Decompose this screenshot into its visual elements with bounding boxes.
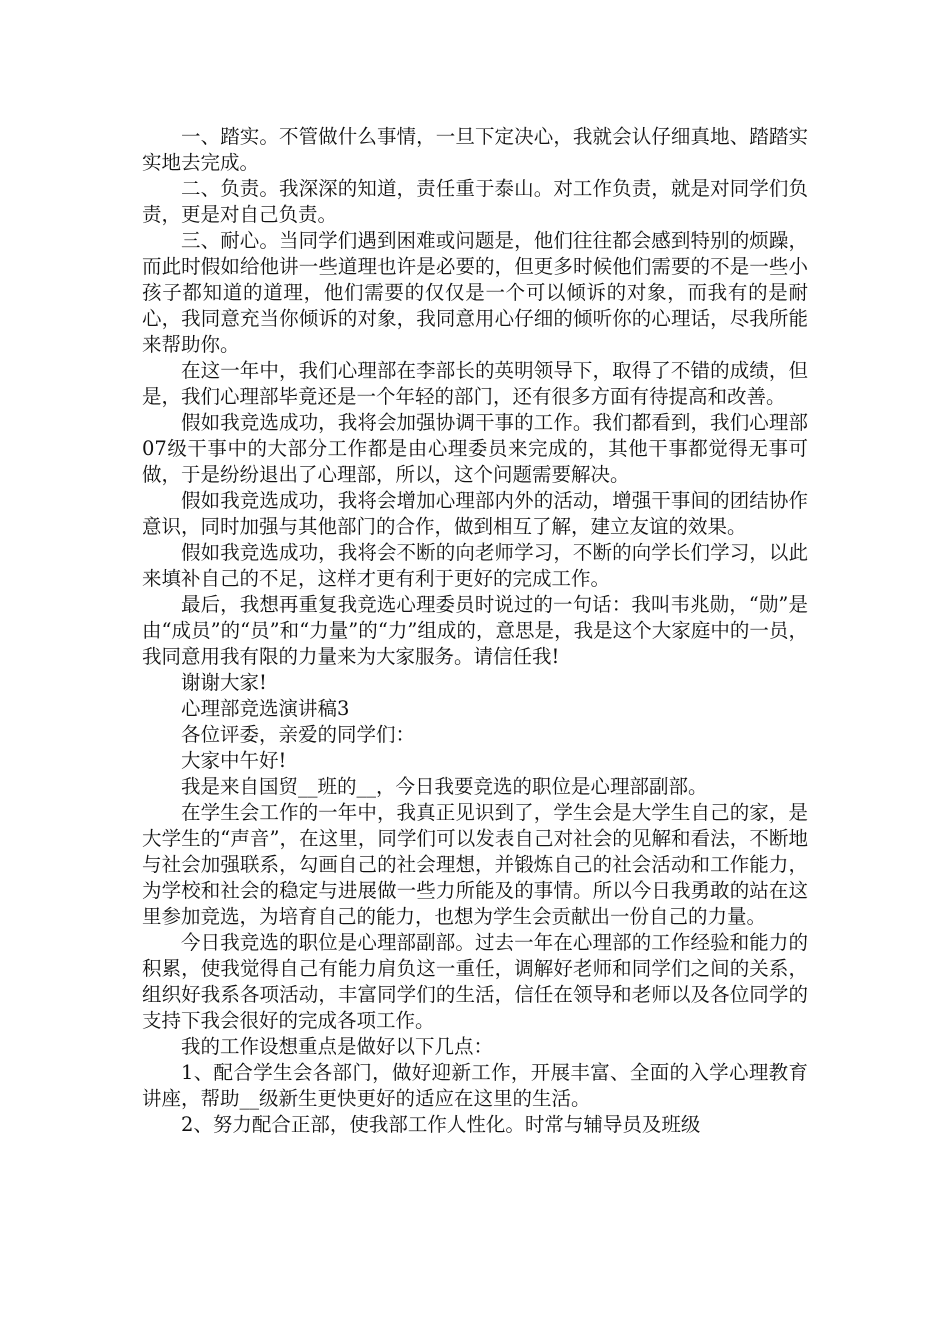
paragraph-13: 我是来自国贸__班的__，今日我要竞选的职位是心理部副部。	[181, 775, 708, 798]
paragraph-1: 一、踏实。不管做什么事情，一旦下定决心，我就会认仔细真地、踏踏实实地去完成。	[142, 125, 808, 174]
greeting: 各位评委，亲爱的同学们：	[181, 723, 416, 746]
paragraph-3: 三、耐心。当同学们遇到困难或问题是，他们往往都会感到特别的烦躁，而此时假如给他讲一些道理也许是必要的，但更多时候他们需要的不是一些小孩子都知道的道理，他们需要的仅仅是一个可以倾诉的对象，而我有的是耐心，我同意充当你倾诉的对象，我同意用心仔细的倾听你的心理话，尽我所能来帮助你。	[142, 229, 808, 356]
document-body	[142, 124, 808, 1138]
paragraph-7: 假如我竞选成功，我将会不断的向老师学习，不断的向学长们学习，以此来填补自己的不足，这样才更有利于更好的完成工作。	[142, 541, 808, 590]
paragraph-15: 今日我竞选的职位是心理部副部。过去一年在心理部的工作经验和能力的积累，使我觉得自己有能力肩负这一重任，调解好老师和同学们之间的关系，组织好我系各项活动，丰富同学们的生活，信任在领导和老师以及各位同学的支持下我会很好的完成各项工作。	[142, 931, 808, 1032]
paragraph-17: 1、配合学生会各部门，做好迎新工作，开展丰富、全面的入学心理教育讲座，帮助__级新生更快更好的适应在这里的生活。	[142, 1061, 808, 1110]
paragraph-9: 谢谢大家!	[181, 671, 267, 694]
paragraph-2: 二、负责。我深深的知道，责任重于泰山。对工作负责，就是对同学们负责，更是对自己负责。	[142, 177, 808, 226]
paragraph-8: 最后，我想再重复我竞选心理委员时说过的一句话：我叫韦兆勋，“勋”是由“成员”的“员”和“力量”的“力”组成的，意思是，我是这个大家庭中的一员，我同意用我有限的力量来为大家服务。请信任我!	[142, 593, 808, 668]
greeting-2: 大家中午好!	[181, 749, 287, 772]
paragraph-5: 假如我竞选成功，我将会加强协调干事的工作。我们都看到，我们心理部07级干事中的大部分工作都是由心理委员来完成的，其他干事都觉得无事可做，于是纷纷退出了心理部，所以，这个问题需要解决。	[142, 411, 808, 486]
paragraph-4: 在这一年中，我们心理部在李部长的英明领导下，取得了不错的成绩，但是，我们心理部毕竟还是一个年轻的部门，还有很多方面有待提高和改善。	[142, 359, 808, 408]
paragraph-18: 2、努力配合正部，使我部工作人性化。时常与辅导员及班级	[181, 1113, 701, 1136]
paragraph-14: 在学生会工作的一年中，我真正见识到了，学生会是大学生自己的家，是大学生的“声音”，在这里，同学们可以发表自己对社会的见解和看法，不断地与社会加强联系，勾画自己的社会理想，并锻炼自己的社会活动和工作能力，为学校和社会的稳定与进展做一些力所能及的事情。所以今日我勇敢的站在这里参加竞选，为培育自己的能力，也想为学生会贡献出一份自己的力量。	[142, 801, 808, 928]
paragraph-16: 我的工作设想重点是做好以下几点：	[181, 1035, 494, 1058]
section-title: 心理部竞选演讲稿3	[181, 697, 350, 720]
paragraph-6: 假如我竞选成功，我将会增加心理部内外的活动，增强干事间的团结协作意识，同时加强与其他部门的合作，做到相互了解，建立友谊的效果。	[142, 489, 808, 538]
